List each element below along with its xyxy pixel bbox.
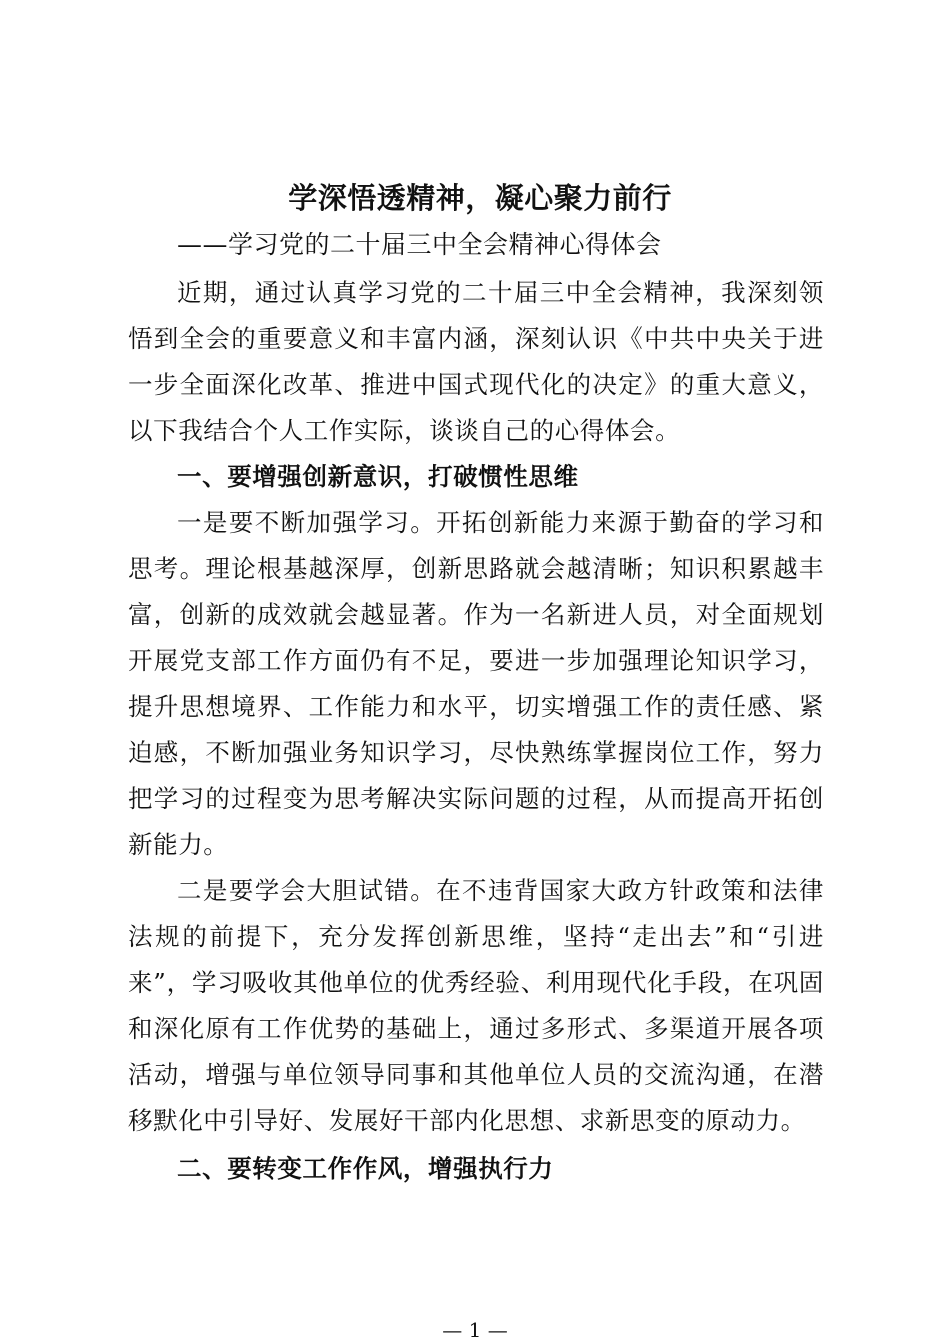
section1-paragraph-1: 一是要不断加强学习。开拓创新能力来源于勤奋的学习和思考。理论根基越深厚，创新思路就会越清晰；知识积累越丰富，创新的成效就会越显著。作为一名新进人员，对全面规划开展党支部工作方面仍有不足，要进一步加强理论知识学习，提升思想境界、工作能力和水平，切实增强工作的责任感、紧迫感，不断加强业务知识学习，尽快熟练掌握岗位工作，努力把学习的过程变为思考解决实际问题的过程，从而提高开拓创新能力。	[128, 508, 824, 859]
page-number: — 1 —	[442, 1318, 508, 1342]
section1-paragraph-2: 二是要学会大胆试错。在不违背国家大政方针政策和法律法规的前提下，充分发挥创新思维，坚持“走出去”和“引进来”，学习吸收其他单位的优秀经验、利用现代化手段，在巩固和深化原有工作优势的基础上，通过多形式、多渠道开展各项活动，增强与单位领导同事和其他单位人员的交流沟通，在潜移默化中引导好、发展好干部内化思想、求新思变的原动力。	[128, 876, 824, 1135]
document-title: 学深悟透精神，凝心聚力前行	[288, 181, 672, 215]
intro-paragraph: 近期，通过认真学习党的二十届三中全会精神，我深刻领悟到全会的重要意义和丰富内涵，深刻认识《中共中央关于进一步全面深化改革、推进中国式现代化的决定》的重大意义，以下我结合个人工作实际，谈谈自己的心得体会。	[128, 278, 824, 445]
document-subtitle: ——学习党的二十届三中全会精神心得体会	[177, 230, 662, 259]
section-heading-2: 二、要转变工作作风，增强执行力	[177, 1154, 554, 1183]
document-body	[128, 270, 824, 1192]
section-heading-1: 一、要增强创新意识，打破惯性思维	[177, 462, 579, 491]
